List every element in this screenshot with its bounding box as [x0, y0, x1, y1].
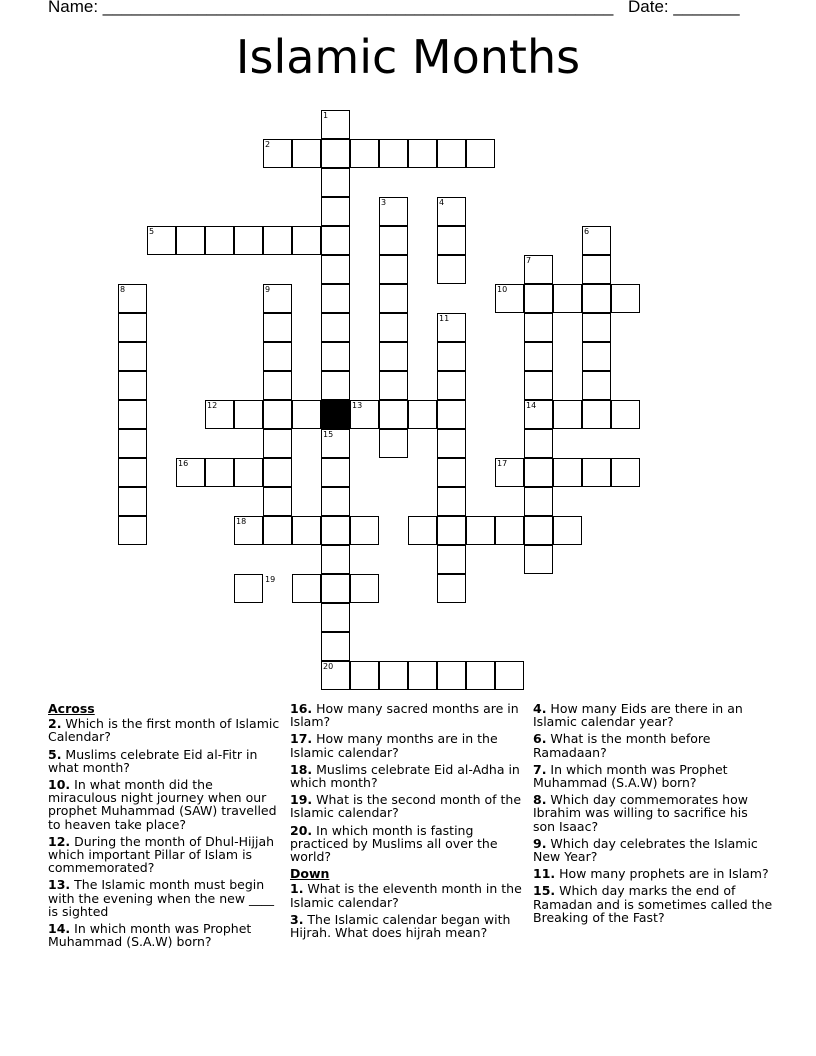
- across-heading: Across: [48, 701, 95, 716]
- clue-text: What is the eleventh month in the Islamic calendar?: [290, 881, 522, 910]
- grid-cell[interactable]: [118, 313, 147, 342]
- clue-text: How many prophets are in Islam?: [555, 866, 769, 882]
- grid-cell[interactable]: [582, 313, 611, 342]
- clue-num: 15.: [533, 883, 556, 899]
- clue-text: In what month did the miraculous night journey when our prophet Muhammad (SAW) travelled to heaven take place?: [48, 777, 277, 832]
- clue-number: 9: [265, 285, 271, 294]
- grid-cell[interactable]: [350, 661, 379, 690]
- grid-cell[interactable]: [205, 458, 234, 487]
- clue-text: Muslims celebrate Eid al-Adha in which month?: [290, 761, 520, 791]
- clue: [533, 867, 773, 880]
- clue-text: What is the month before Ramadaan?: [533, 731, 711, 760]
- clue-num: 13.: [48, 877, 71, 893]
- clue-num: 9.: [533, 835, 547, 851]
- clue-number: 8: [120, 285, 126, 294]
- clue-text: Which day marks the end of Ramadan and is sometimes called the Breaking of the Fast?: [533, 883, 773, 925]
- clue: [290, 882, 526, 908]
- clue-num: 10.: [48, 777, 71, 793]
- clue-number: 12: [207, 401, 218, 410]
- grid-cell[interactable]: [524, 458, 553, 487]
- grid-cell[interactable]: [379, 139, 408, 168]
- clue-text: In which month was Prophet Muhammad (S.A.W) born?: [533, 761, 728, 791]
- grid-cell[interactable]: [350, 574, 379, 603]
- clue: [533, 763, 773, 789]
- clue-text: Muslims celebrate Eid al-Fitr in what month?: [48, 746, 258, 775]
- clue: [48, 922, 284, 948]
- grid-cell[interactable]: [118, 400, 147, 429]
- clue-num: 4.: [533, 701, 547, 716]
- clue-number: 14: [526, 401, 537, 410]
- clue-text: What is the second month of the Islamic calendar?: [290, 792, 522, 821]
- clue-text: In which month is fasting practiced by Muslims all over the world?: [290, 822, 498, 865]
- grid-cell[interactable]: [437, 458, 466, 487]
- grid-cell[interactable]: [379, 226, 408, 255]
- black-cell: [321, 400, 350, 429]
- grid-cell[interactable]: [553, 458, 582, 487]
- grid-cell[interactable]: [292, 400, 321, 429]
- clue-num: 12.: [48, 833, 71, 849]
- clue-number: 2: [265, 140, 271, 149]
- grid-cell[interactable]: [524, 284, 553, 313]
- grid-cell[interactable]: [582, 371, 611, 400]
- clue-num: 18.: [290, 761, 313, 777]
- grid-cell[interactable]: [379, 429, 408, 458]
- grid-cell[interactable]: [292, 226, 321, 255]
- grid-cell[interactable]: [379, 284, 408, 313]
- grid-cell[interactable]: [118, 371, 147, 400]
- clue-num: 1.: [290, 881, 304, 897]
- grid-cell[interactable]: [263, 313, 292, 342]
- grid-cell[interactable]: [234, 400, 263, 429]
- clue-number: 7: [526, 256, 532, 265]
- grid-cell[interactable]: [234, 226, 263, 255]
- clue: [533, 793, 773, 833]
- grid-cell[interactable]: [321, 226, 350, 255]
- grid-cell[interactable]: [408, 661, 437, 690]
- grid-cell[interactable]: [321, 632, 350, 661]
- grid-cell[interactable]: [234, 458, 263, 487]
- grid-cell[interactable]: [437, 429, 466, 458]
- grid-cell[interactable]: [263, 458, 292, 487]
- grid-cell[interactable]: [495, 516, 524, 545]
- grid-cell[interactable]: [437, 516, 466, 545]
- clue: [48, 835, 284, 875]
- clue: [48, 748, 284, 774]
- clues-column-2: [290, 702, 526, 943]
- clue-number: 3: [381, 198, 387, 207]
- grid-cell[interactable]: [437, 226, 466, 255]
- clue: [290, 793, 526, 819]
- clues-column-1: [48, 702, 284, 952]
- grid-cell[interactable]: [466, 516, 495, 545]
- grid-cell[interactable]: [321, 342, 350, 371]
- clue: [533, 732, 773, 758]
- grid-cell[interactable]: [321, 603, 350, 632]
- grid-cell[interactable]: [553, 516, 582, 545]
- clue-number: 4: [439, 198, 445, 207]
- grid-cell[interactable]: [437, 139, 466, 168]
- clue-number: 15: [323, 430, 334, 439]
- grid-cell[interactable]: [263, 400, 292, 429]
- clue-text: Which day commemorates how Ibrahim was willing to sacrifice his son Isaac?: [533, 792, 748, 834]
- clue: [533, 884, 773, 924]
- grid-cell[interactable]: [437, 487, 466, 516]
- grid-cell[interactable]: [408, 139, 437, 168]
- grid-cell[interactable]: [118, 429, 147, 458]
- clue-number: 16: [178, 459, 189, 468]
- page-title: Islamic Months: [235, 30, 581, 84]
- clue-number: 1: [323, 111, 329, 120]
- grid-cell[interactable]: [379, 255, 408, 284]
- clue-num: 17.: [290, 731, 313, 747]
- grid-cell[interactable]: [611, 458, 640, 487]
- clue-num: 16.: [290, 701, 313, 716]
- clue-num: 20.: [290, 822, 313, 838]
- clue-num: 5.: [48, 746, 62, 762]
- clue: [290, 702, 526, 728]
- grid-cell[interactable]: [350, 139, 379, 168]
- grid-cell[interactable]: [379, 400, 408, 429]
- grid-cell[interactable]: [408, 516, 437, 545]
- clue-num: 19.: [290, 792, 313, 808]
- clue: [533, 702, 773, 728]
- clue-num: 2.: [48, 716, 62, 732]
- clue: [533, 837, 773, 863]
- clue-number: 13: [352, 401, 363, 410]
- clue-num: 14.: [48, 921, 71, 937]
- grid-cell[interactable]: [524, 371, 553, 400]
- grid-cell[interactable]: [321, 458, 350, 487]
- grid-cell[interactable]: [263, 371, 292, 400]
- clue: [290, 913, 526, 939]
- grid-cell[interactable]: [292, 516, 321, 545]
- grid-cell[interactable]: [437, 545, 466, 574]
- clue-text: Which is the first month of Islamic Calendar?: [48, 716, 280, 745]
- clue: [290, 824, 526, 864]
- clue: [48, 778, 284, 831]
- clue-text: How many Eids are there in an Islamic calendar year?: [533, 701, 743, 730]
- clue: [48, 878, 284, 918]
- clue-text: How many sacred months are in Islam?: [290, 701, 519, 730]
- grid-cell[interactable]: [321, 371, 350, 400]
- grid-cell[interactable]: [582, 255, 611, 284]
- grid-cell[interactable]: [437, 661, 466, 690]
- clue-text: Which day celebrates the Islamic New Year?: [533, 835, 758, 865]
- grid-cell[interactable]: [437, 574, 466, 603]
- grid-cell[interactable]: [321, 197, 350, 226]
- clues-column-3: [533, 702, 773, 928]
- grid-cell[interactable]: [437, 400, 466, 429]
- grid-cell[interactable]: [437, 371, 466, 400]
- clue-text: How many months are in the Islamic calendar?: [290, 731, 498, 760]
- grid-cell[interactable]: [321, 516, 350, 545]
- grid-cell[interactable]: [263, 516, 292, 545]
- grid-cell[interactable]: [611, 400, 640, 429]
- grid-cell[interactable]: [437, 342, 466, 371]
- clue-number: 6: [584, 227, 590, 236]
- grid-cell[interactable]: [321, 284, 350, 313]
- clue-number: 18: [236, 517, 247, 526]
- down-heading: Down: [290, 866, 330, 882]
- grid-cell[interactable]: [379, 661, 408, 690]
- grid-cell[interactable]: [118, 516, 147, 545]
- grid-cell[interactable]: [292, 139, 321, 168]
- grid-cell[interactable]: [524, 342, 553, 371]
- grid-cell[interactable]: [611, 284, 640, 313]
- clue-text: During the month of Dhul-Hijjah which important Pillar of Islam is commemorated?: [48, 833, 275, 876]
- grid-cell[interactable]: [321, 168, 350, 197]
- grid-cell[interactable]: [582, 400, 611, 429]
- clue: [48, 717, 284, 743]
- grid-cell[interactable]: [321, 487, 350, 516]
- grid-cell[interactable]: [379, 371, 408, 400]
- clue-num: 6.: [533, 731, 547, 747]
- grid-cell[interactable]: [379, 313, 408, 342]
- name-field[interactable]: Name: ______________________________________________________: [48, 0, 614, 16]
- clue-number: 5: [149, 227, 155, 236]
- grid-cell[interactable]: [321, 545, 350, 574]
- clue-num: 7.: [533, 761, 547, 777]
- grid-cell[interactable]: [118, 342, 147, 371]
- grid-cell[interactable]: [234, 574, 263, 603]
- grid-cell[interactable]: [321, 574, 350, 603]
- clue-number: 10: [497, 285, 508, 294]
- grid-cell[interactable]: [495, 661, 524, 690]
- grid-cell[interactable]: [553, 284, 582, 313]
- grid-cell[interactable]: [205, 226, 234, 255]
- grid-cell[interactable]: [350, 516, 379, 545]
- clue-num: 3.: [290, 911, 304, 927]
- clue-text: The Islamic month must begin with the evening when the new ____ is sighted: [48, 877, 275, 919]
- clue-number: 20: [323, 662, 334, 671]
- grid-cell[interactable]: [553, 400, 582, 429]
- grid-cell[interactable]: [582, 342, 611, 371]
- grid-cell[interactable]: [524, 487, 553, 516]
- clue-num: 8.: [533, 792, 547, 808]
- grid-cell[interactable]: [321, 255, 350, 284]
- clue-text: In which month was Prophet Muhammad (S.A.W) born?: [48, 921, 252, 950]
- grid-cell[interactable]: [582, 284, 611, 313]
- clue-number: 17: [497, 459, 508, 468]
- grid-cell[interactable]: [263, 342, 292, 371]
- grid-cell[interactable]: [118, 458, 147, 487]
- grid-cell[interactable]: [524, 313, 553, 342]
- clue-number: 11: [439, 314, 450, 323]
- grid-cell[interactable]: [263, 487, 292, 516]
- clue-number: 19: [265, 575, 276, 584]
- grid-cell[interactable]: [263, 429, 292, 458]
- grid-cell[interactable]: [292, 574, 321, 603]
- grid-cell[interactable]: [524, 545, 553, 574]
- clue-text: The Islamic calendar began with Hijrah. What does hijrah mean?: [290, 911, 511, 941]
- grid-cell[interactable]: [408, 400, 437, 429]
- grid-cell[interactable]: [176, 226, 205, 255]
- grid-cell[interactable]: [466, 661, 495, 690]
- grid-cell[interactable]: [437, 255, 466, 284]
- grid-cell[interactable]: [524, 516, 553, 545]
- grid-cell[interactable]: [118, 487, 147, 516]
- grid-cell[interactable]: [321, 313, 350, 342]
- grid-cell[interactable]: [582, 458, 611, 487]
- grid-cell[interactable]: [524, 429, 553, 458]
- date-field[interactable]: Date: _______: [628, 0, 740, 16]
- clue: [290, 763, 526, 789]
- grid-cell[interactable]: [379, 342, 408, 371]
- clue: [290, 732, 526, 758]
- clue-num: 11.: [533, 866, 556, 882]
- grid-cell[interactable]: [466, 139, 495, 168]
- grid-cell[interactable]: [321, 139, 350, 168]
- grid-cell[interactable]: [263, 226, 292, 255]
